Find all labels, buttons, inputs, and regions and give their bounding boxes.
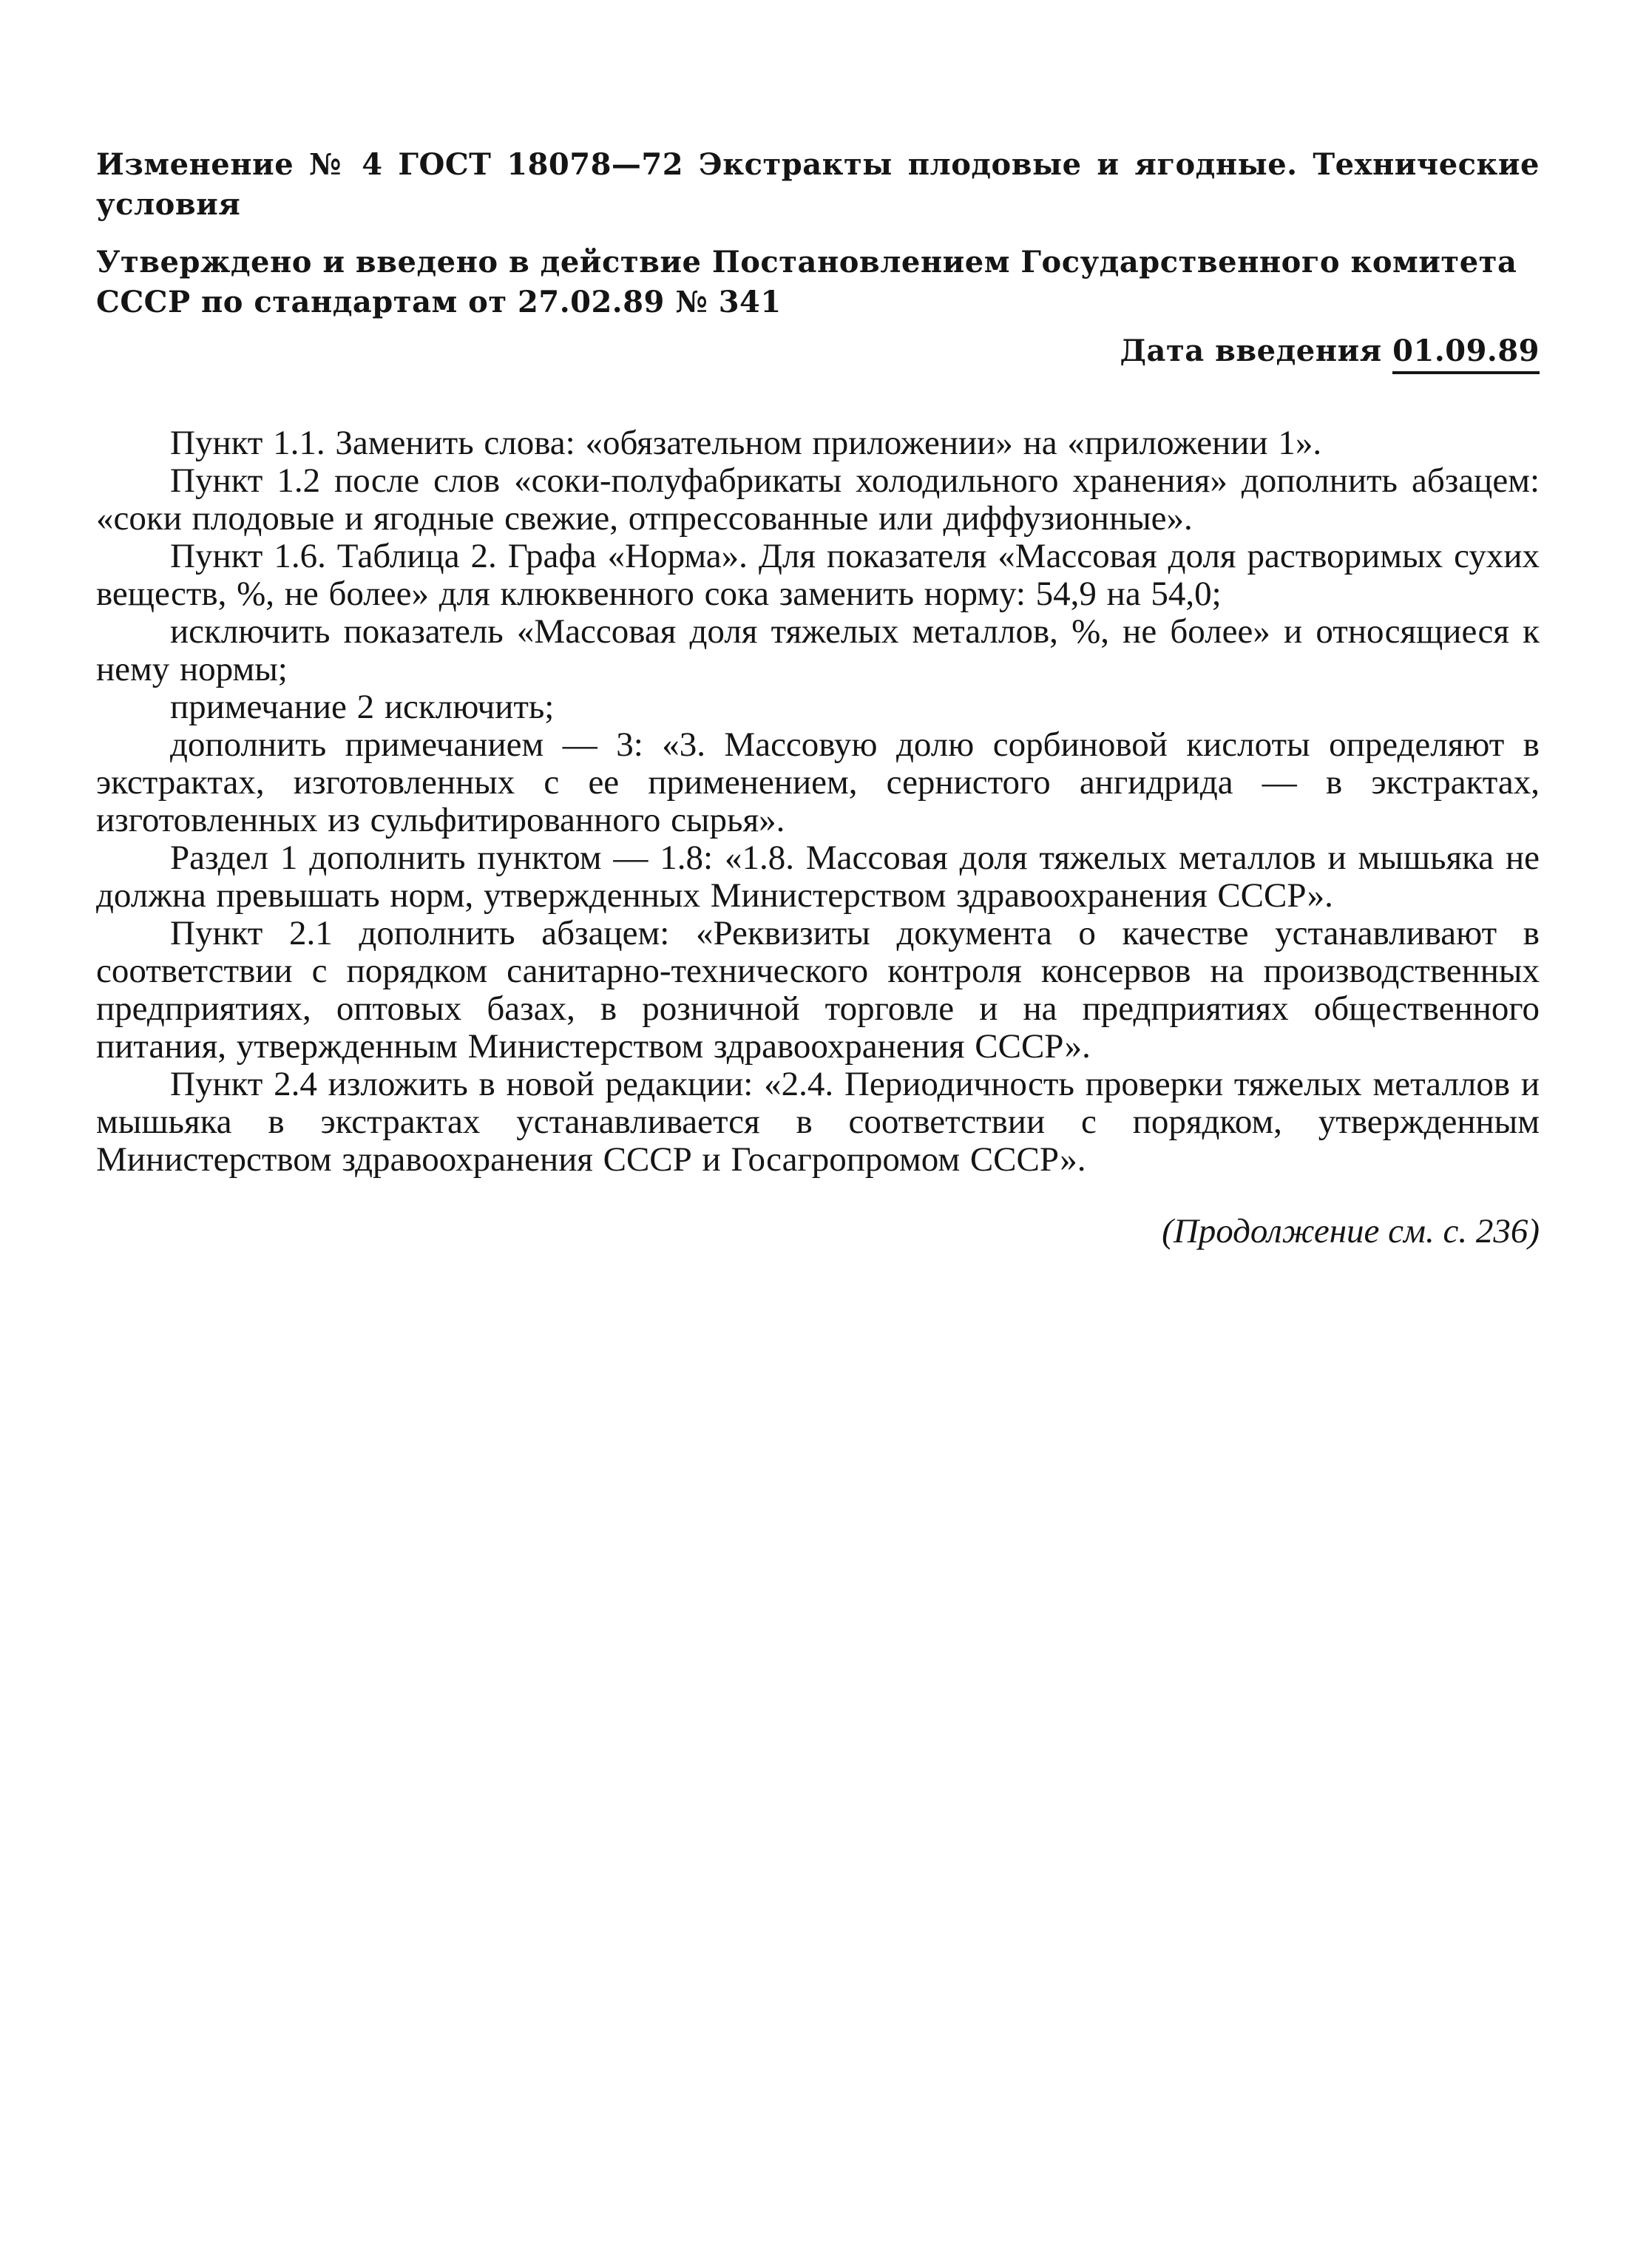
paragraph-add-note-3: дополнить примечанием — 3: «3. Массовую долю сорбиновой кислоты определяют в экстрактах, изготовленных с ее применением, сернистого ангидрида — в экстрактах, изготовленных из сульфитированного сырья». <box>96 725 1540 839</box>
effective-date-line <box>96 331 1540 371</box>
continuation-note: (Продолжение см. с. 236) <box>1162 1212 1540 1250</box>
effective-date-label: Дата введения <box>1120 334 1382 368</box>
paragraph-item-1-2: Пункт 1.2 после слов «соки-полуфабрикаты холодильного хранения» дополнить абзацем: «соки плодовые и ягодные свежие, отпрессованные или диффузионные». <box>96 461 1540 538</box>
paragraph-item-2-4: Пункт 2.4 изложить в новой редакции: «2.4. Периодичность проверки тяжелых металлов и мышьяка в экстрактах устанавливается в соответствии с порядком, утвержденным Министерством здравоохранения СССР и Госагропромом СССР». <box>96 1065 1540 1179</box>
document-title: Изменение № 4 ГОСТ 18078—72 Экстракты плодовые и ягодные. Технические условия <box>96 147 1540 222</box>
approval-statement: Утверждено и введено в действие Постановлением Государственного комитета СССР по стандартам от 27.02.89 № 341 <box>96 245 1517 319</box>
paragraph-item-1-1: Пункт 1.1. Заменить слова: «обязательном приложении» на «приложении 1». <box>170 424 1322 462</box>
paragraph-item-1-6: Пункт 1.6. Таблица 2. Графа «Норма». Для показателя «Массовая доля растворимых сухих веществ, %, не более» для клюквенного сока заменить норму: 54,9 на 54,0; <box>96 537 1540 613</box>
paragraph-section-1: Раздел 1 дополнить пунктом — 1.8: «1.8. Массовая доля тяжелых металлов и мышьяка не должна превышать норм, утвержденных Министерством здравоохранения СССР». <box>96 839 1540 915</box>
paragraph-exclude-note: примечание 2 исключить; <box>170 688 555 726</box>
document-page <box>96 145 1540 1251</box>
paragraph-exclude-indicator: исключить показатель «Массовая доля тяжелых металлов, %, не более» и относящиеся к нему нормы; <box>96 612 1540 688</box>
effective-date-value: 01.09.89 <box>1392 334 1540 374</box>
document-body <box>96 424 1540 1179</box>
paragraph-item-2-1: Пункт 2.1 дополнить абзацем: «Реквизиты документа о качестве устанавливают в соответствии с порядком санитарно-технического контроля консервов на производственных предприятиях, оптовых базах, в розничной торговле и на предприятиях общественного питания, утвержденным Министерством здравоохранения СССР». <box>96 914 1540 1066</box>
